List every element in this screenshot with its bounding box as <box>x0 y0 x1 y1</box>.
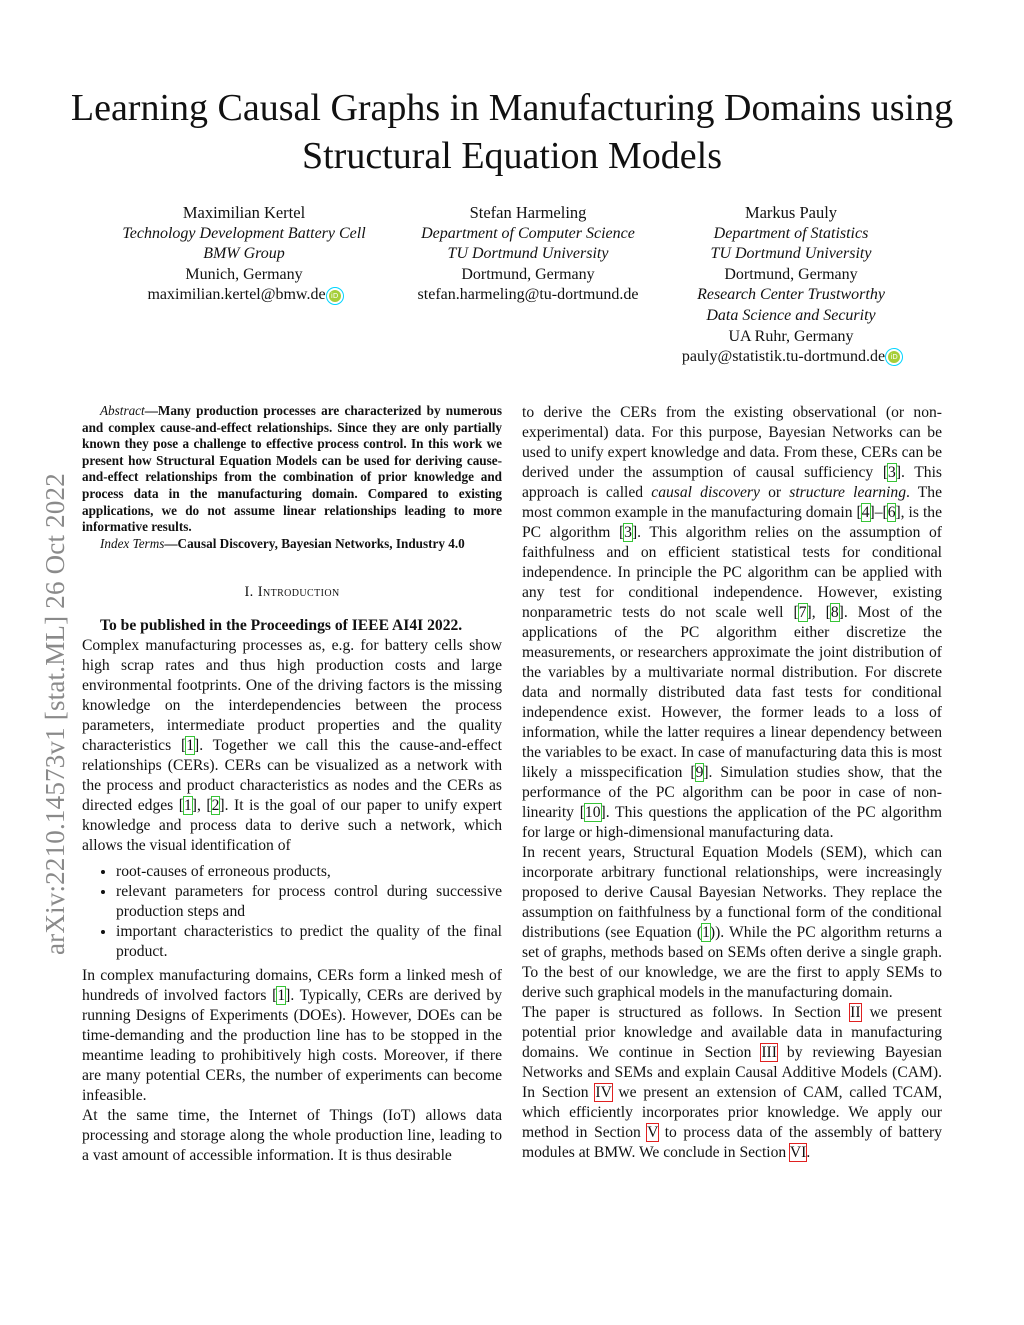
author-affiliation: Technology Development Battery Cell <box>122 224 366 242</box>
left-column <box>82 403 502 1166</box>
section-link[interactable]: IV <box>595 1084 612 1101</box>
text-run: to derive the CERs from the existing observational (or non-experimental) data. For this purpose, Bayesian Networks can be used to unify expert knowledge and data. From these, CERs can be derived under the assumption of causal sufficiency [ <box>522 404 942 481</box>
section-link[interactable]: VI <box>789 1144 807 1161</box>
text-run: ]. This approach is called <box>522 464 942 501</box>
author-location: Munich, Germany <box>185 265 303 283</box>
intro-paragraph-2 <box>82 966 502 1106</box>
author-block-2 <box>388 203 668 306</box>
citation-link[interactable]: 10 <box>584 804 601 821</box>
author-affiliation: BMW Group <box>203 245 285 263</box>
text-run: ]. Most of the applications of the PC algorithm either discretize the measurements, or researchers approximate the joint distribution of the variables by a multivariate normal distribution. For discrete data and normally distributed data fast tests for conditional independence exist. However, the former leads to a loss of information, while the latter requires a linear dependency between the variables to be exact. In case of manufacturing data this is most likely a misspecification [ <box>522 604 942 781</box>
author-name: Markus Pauly <box>744 203 838 222</box>
author-email[interactable]: pauly@statistik.tu-dortmund.de <box>681 348 886 366</box>
publish-note: To be published in the Proceedings of IEEE AI4I 2022. <box>100 617 463 635</box>
intro-paragraph-5 <box>522 843 942 1003</box>
citation-link[interactable]: 2 <box>211 797 220 815</box>
author-name: Maximilian Kertel <box>182 203 306 222</box>
citation-link[interactable]: 3 <box>624 524 632 541</box>
section-heading-introduction: I. Introduction <box>244 584 340 601</box>
citation-link[interactable]: 3 <box>888 464 896 481</box>
author-affiliation: Research Center Trustworthy <box>697 286 885 304</box>
text-run: ]. Simulation studies show, that the performance of the PC algorithm can be poor in case of non-linearity [ <box>522 764 942 821</box>
text-run: ]. Together we call this the cause-and-effect relationships (CERs). CERs can be visualized as a network with the process and product characteristics as nodes and the CERs as directed edges [ <box>82 737 502 815</box>
citation-link[interactable]: 1 <box>183 797 192 815</box>
text-run: to process data of the assembly of battery modules at BMW. We conclude in Section <box>522 1124 942 1161</box>
text-run: ]. This algorithm relies on the assumption of faithfulness and on efficient statistical tests for conditional independence. In principle the PC algorithm can be applied with any test for conditional independence. However, existing nonparametric tests do not scale well [ <box>522 524 942 621</box>
section-link[interactable]: V <box>647 1124 659 1141</box>
citation-link[interactable]: 7 <box>798 604 807 621</box>
citation-link[interactable]: 1 <box>277 987 286 1005</box>
abstract-label: Abstract <box>100 403 145 418</box>
list-item: • relevant parameters for process control during successive production steps and <box>116 882 502 922</box>
author-location: Dortmund, Germany <box>724 265 858 283</box>
bullet-list <box>82 862 502 962</box>
text-run: ]. Typically, CERs are derived by running Designs of Experiments (DOEs). However, DOEs can be time-demanding and the production line has to be stopped in the meantime leading to prohibitively high costs. Moreover, if there are many potential CERs, the number of experiments can become infeasible. <box>82 987 502 1105</box>
text-run: Complex manufacturing processes as, e.g. for battery cells show high scrap rates and thus high production costs and large environmental footprints. One of the driving factors is the missing knowledge on the interdependencies between the process parameters, intermediate product properties and the quality characteristics [ <box>82 637 502 755</box>
text-run: )). While the PC algorithm returns a set of graphs, methods based on SEMs often derive a single graph. To the best of our knowledge, we are the first to apply SEMs to derive such graphical models in the manufacturing domain. <box>522 924 942 1001</box>
paper-title: Learning Causal Graphs in Manufacturing Domains using Structural Equation Models <box>70 87 954 177</box>
author-location: UA Ruhr, Germany <box>728 327 854 345</box>
list-item: • root-causes of erroneous products, <box>116 862 502 882</box>
text-run: we present potential prior knowledge and available data in manufacturing domains. We continue in Section <box>522 1004 942 1061</box>
citation-link[interactable]: 4 <box>861 504 870 521</box>
index-terms <box>82 536 502 553</box>
orcid-icon[interactable]: iD <box>329 290 341 302</box>
author-email[interactable]: maximilian.kertel@bmw.de <box>147 286 326 304</box>
citation-link[interactable]: 1 <box>186 737 194 755</box>
author-block-3 <box>660 203 922 368</box>
citation-link[interactable]: 6 <box>887 504 896 521</box>
intro-paragraph-3: At the same time, the Internet of Things (IoT) allows data processing and storage along the whole production line, leading to a vast amount of accessible information. It is thus desirable <box>82 1107 502 1165</box>
text-run: or <box>759 484 790 501</box>
text-run: In complex manufacturing domains, CERs form a linked mesh of hundreds of involved factors [ <box>82 967 502 1005</box>
text-run: by reviewing Bayesian Networks and SEMs and explain Causal Additive Models (CAM). In Section <box>522 1044 942 1101</box>
intro-paragraph-1 <box>82 636 502 856</box>
text-run: . <box>806 1144 811 1161</box>
index-terms-text: —Causal Discovery, Bayesian Networks, Industry 4.0 <box>164 535 465 551</box>
text-run: ]. It is the goal of our paper to unify expert knowledge and process data to derive such a network, which allows the visual identification of <box>82 797 503 855</box>
list-item: • important characteristics to predict the quality of the final product. <box>116 922 502 962</box>
text-run: The paper is structured as follows. In Section <box>522 1004 851 1021</box>
arxiv-identifier: arXiv:2210.14573v1 [stat.ML] 26 Oct 2022 <box>40 473 70 955</box>
text-run: we present an extension of CAM, called TCAM, which efficiently incorporates prior knowledge. We apply our method in Section <box>522 1084 942 1141</box>
emphasis: causal discovery <box>651 484 760 501</box>
author-affiliation: TU Dortmund University <box>447 245 609 263</box>
author-affiliation: Department of Computer Science <box>421 224 635 242</box>
author-name: Stefan Harmeling <box>469 203 587 222</box>
text-run: ], is the PC algorithm [ <box>522 504 942 541</box>
citation-link[interactable]: 8 <box>830 604 839 621</box>
author-affiliation: TU Dortmund University <box>710 245 872 263</box>
section-link[interactable]: III <box>761 1044 777 1061</box>
citation-link[interactable]: 9 <box>695 764 704 781</box>
index-terms-label: Index Terms <box>100 535 165 551</box>
text-run: In recent years, Structural Equation Models (SEM), which can incorporate arbitrary functional relationships, were increasingly proposed to derive Causal Bayesian Networks. They replace the assumption on faithfulness by a functional form of the conditional distributions (see Equation ( <box>522 844 942 941</box>
author-affiliation: Data Science and Security <box>706 306 876 324</box>
text-run: ], [ <box>191 797 212 815</box>
intro-paragraph-4 <box>522 403 942 843</box>
author-location: Dortmund, Germany <box>461 265 595 283</box>
text-run: ], [ <box>806 604 831 621</box>
text-run: . The most common example in the manufacturing domain [ <box>522 484 943 521</box>
emphasis: structure learning <box>789 484 906 501</box>
author-email[interactable]: stefan.harmeling@tu-dortmund.de <box>417 286 639 304</box>
text-run: ]. This questions the application of the PC algorithm for large or high-dimensional manufacturing data. <box>522 804 942 841</box>
author-block-1 <box>104 203 384 306</box>
author-affiliation: Department of Statistics <box>713 224 869 242</box>
right-column <box>522 403 942 1163</box>
intro-paragraph-6 <box>522 1003 942 1163</box>
text-run: ]–[ <box>869 504 888 521</box>
orcid-icon[interactable]: iD <box>888 351 900 363</box>
section-link[interactable]: II <box>850 1004 861 1021</box>
abstract-text: —Many production processes are characterized by numerous and complex cause-and-effect relationships. Since they are only partially known they pose a challenge to effective process control. In this work we present how Structural Equation Models can be used for deriving cause-and-effect relationships from the combination of prior knowledge and process data in the manufacturing domain. Compared to existing applications, we do not assume linear relationships leading to more informative results. <box>82 403 502 535</box>
equation-link[interactable]: 1 <box>702 924 710 941</box>
abstract <box>82 403 502 536</box>
